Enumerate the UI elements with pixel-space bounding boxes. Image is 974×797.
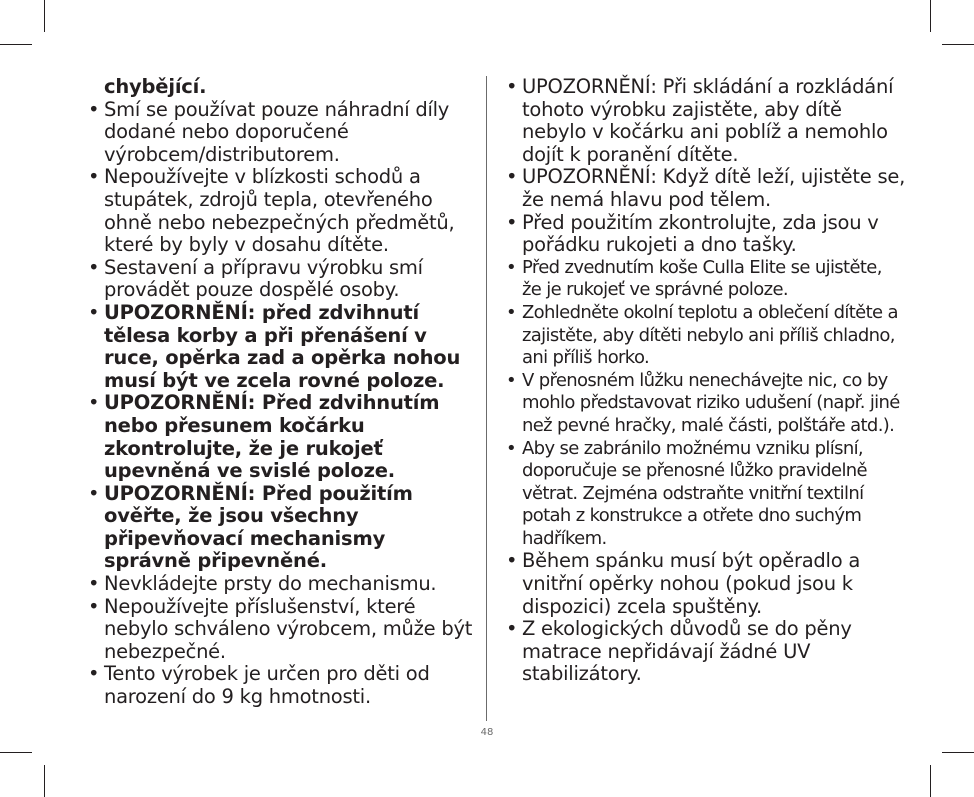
bullet-item-text: UPOZORNĚNÍ: Před zdvihnutím nebo přesunem kočárku zkontrolujte, že je rukojeť upevněná ve svislé poloze.	[104, 391, 440, 483]
bullet-item	[506, 166, 906, 211]
crop-mark	[0, 752, 32, 753]
bullet-icon: •	[88, 594, 100, 618]
bullet-item-text: UPOZORNĚNÍ: Když dítě leží, ujistěte se, že nemá hlavu pod tělem.	[522, 165, 906, 211]
bullet-item	[506, 370, 906, 438]
crop-mark	[0, 44, 32, 45]
right-bullet-list	[506, 76, 906, 686]
bullet-item-text: Nepoužívejte příslušenství, které nebylo schváleno výrobcem, může být nebezpečné.	[104, 594, 473, 663]
bullet-item	[88, 483, 478, 573]
bullet-item	[88, 302, 478, 392]
left-bullet-list	[88, 99, 478, 709]
bullet-item-text: Z ekologických důvodů se do pěny matrace nepřidávají žádné UV stabilizátory.	[522, 617, 852, 686]
crop-mark	[930, 765, 931, 797]
bullet-item-text: UPOZORNĚNÍ: Při skládání a rozkládání tohoto výrobku zajistěte, aby dítě nebylo v kočárku ani poblíž a nemohlo dojít k poranění dítěte.	[522, 75, 894, 166]
bullet-item	[506, 212, 906, 257]
bullet-item	[506, 438, 906, 551]
bullet-icon: •	[506, 617, 518, 641]
continuation-text: chybějící.	[104, 75, 207, 98]
bullet-item-text: Před zvednutím koše Culla Elite se ujistěte, že je rukojeť ve správné poloze.	[522, 256, 882, 301]
crop-mark	[930, 0, 931, 32]
bullet-item-text: Nevkládejte prsty do mechanismu.	[104, 572, 437, 596]
bullet-item	[88, 596, 478, 664]
column-divider	[486, 76, 487, 721]
bullet-item	[88, 99, 478, 167]
bullet-item-text: Zohledněte okolní teplotu a oblečení dítěte a zajistěte, aby dítěti nebylo ani příliš chladno, ani příliš horko.	[522, 301, 898, 369]
bullet-icon: •	[88, 572, 100, 596]
bullet-item-text: UPOZORNĚNÍ: Před použitím ověřte, že jsou všechny připevňovací mechanismy správně připevněné.	[104, 481, 413, 573]
crop-mark	[942, 752, 974, 753]
bullet-item	[506, 550, 906, 618]
bullet-icon: •	[506, 369, 516, 391]
bullet-item	[88, 663, 478, 708]
bullet-item-text: UPOZORNĚNÍ: před zdvihnutí tělesa korby a při přenášení v ruce, opěrka zad a opěrka nohou musí být ve zcela rovné poloze.	[104, 300, 461, 392]
bullet-item	[506, 257, 906, 302]
bullet-item	[88, 392, 478, 482]
bullet-item	[88, 573, 478, 596]
bullet-item-text: V přenosném lůžku nenechávejte nic, co by mohlo představovat riziko udušení (např. jiné než pevné hračky, malé části, polštáře atd.).	[522, 369, 900, 436]
bullet-item	[506, 76, 906, 166]
bullet-item	[88, 166, 478, 256]
bullet-icon: •	[506, 75, 518, 98]
bullet-item	[506, 618, 906, 686]
bullet-icon: •	[506, 301, 516, 323]
left-column	[88, 76, 478, 709]
bullet-icon: •	[88, 391, 100, 415]
bullet-item-text: Před použitím zkontrolujte, zda jsou v pořádku rukojeti a dno tašky.	[522, 210, 879, 257]
bullet-item-text: Nepoužívejte v blízkosti schodů a stupátek, zdrojů tepla, otevřeného ohně nebo nebezpečných předmětů, které by byly v dosahu dítěte.	[104, 165, 455, 257]
bullet-icon: •	[506, 165, 518, 189]
crop-mark	[44, 765, 45, 797]
bullet-item-text: Smí se používat pouze náhradní díly dodané nebo doporučené výrobcem/distributorem.	[104, 97, 450, 166]
bullet-icon: •	[506, 549, 518, 573]
bullet-item-text: Aby se zabránilo možnému vzniku plísní, doporučuje se přenosné lůžko pravidelně větrat. Zejména odstraňte vnitřní textilní potah z konstrukce a otřete dno suchým hadříkem.	[522, 437, 867, 549]
bullet-icon: •	[88, 255, 100, 279]
bullet-item	[506, 302, 906, 370]
bullet-icon: •	[506, 256, 516, 278]
bullet-icon: •	[88, 481, 100, 505]
bullet-icon: •	[506, 437, 516, 459]
crop-mark	[942, 44, 974, 45]
bullet-item	[88, 257, 478, 302]
bullet-item-text: Sestavení a přípravu výrobku smí provádět pouze dospělé osoby.	[104, 255, 423, 302]
crop-mark	[44, 0, 45, 32]
bullet-icon: •	[88, 300, 100, 324]
right-column	[506, 76, 906, 686]
bullet-icon: •	[88, 165, 100, 189]
bullet-icon: •	[88, 97, 100, 121]
bullet-icon: •	[88, 662, 100, 686]
bullet-item-text: Tento výrobek je určen pro děti od narození do 9 kg hmotnosti.	[104, 662, 430, 709]
bullet-icon: •	[506, 210, 518, 234]
bullet-item-text: Během spánku musí být opěradlo a vnitřní opěrky nohou (pokud jsou k dispozici) zcela spuštěny.	[522, 549, 861, 618]
page-number: 48	[480, 727, 494, 738]
